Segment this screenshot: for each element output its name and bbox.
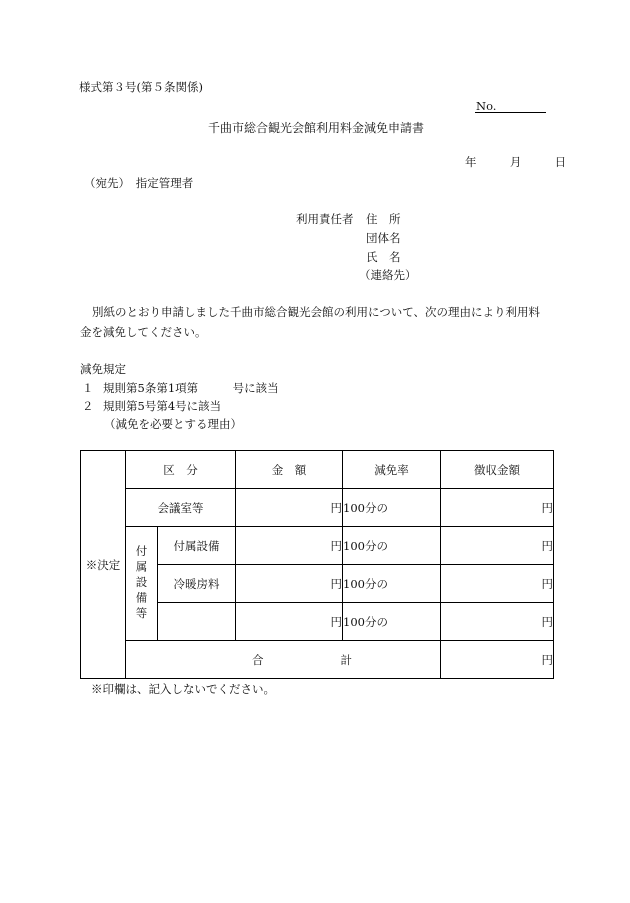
responsible-label: 利用責任者 <box>296 212 354 226</box>
total-label-cell <box>126 641 441 679</box>
no-label: No. <box>476 99 497 113</box>
rule-2-number: ２ <box>82 399 94 413</box>
header-collected: 徴収金額 <box>441 451 554 489</box>
amount-cell[interactable]: 円 <box>236 527 343 565</box>
fee-table <box>80 450 554 679</box>
row-label: 付属設備 <box>158 527 236 565</box>
footnote: ※印欄は、記入しないでください。 <box>91 682 275 696</box>
header-amount: 金 額 <box>236 451 343 489</box>
table-row <box>81 527 554 565</box>
rate-cell[interactable]: 100分の <box>343 603 441 641</box>
header-rate: 減免率 <box>343 451 441 489</box>
body-text-line1: 別紙のとおり申請しました千曲市総合観光会館の利用について、次の理由により利用料 <box>92 305 541 319</box>
contact-label: （連絡先） <box>359 268 417 282</box>
reason-label: （減免を必要とする理由） <box>104 417 242 431</box>
total-label-left: 合 <box>252 652 264 667</box>
total-label-right: 計 <box>340 652 352 667</box>
amount-cell[interactable]: 円 <box>236 489 343 527</box>
document-title: 千曲市総合観光会館利用料金減免申請書 <box>208 121 425 135</box>
day-label: 日 <box>554 155 567 169</box>
table-row <box>81 489 554 527</box>
date-line <box>465 154 566 170</box>
header-category: 区 分 <box>126 451 236 489</box>
rule-1-text: 規則第5条第1項第 号に該当 <box>103 381 279 395</box>
year-label: 年 <box>465 155 477 169</box>
table-header-row <box>81 451 554 489</box>
row-label-blank[interactable] <box>158 603 236 641</box>
rule-1-number: １ <box>82 381 94 395</box>
body-text-line2: 金を減免してください。 <box>80 325 207 339</box>
rate-cell[interactable]: 100分の <box>343 527 441 565</box>
rule-2-text: 規則第5号第4号に該当 <box>103 399 222 413</box>
amount-cell[interactable]: 円 <box>236 565 343 603</box>
rate-cell[interactable]: 100分の <box>343 489 441 527</box>
collected-cell[interactable]: 円 <box>441 603 554 641</box>
addressee: （宛先） 指定管理者 <box>84 176 194 190</box>
no-field-line <box>475 98 546 113</box>
month-label: 月 <box>509 155 522 169</box>
row-label: 冷暖房料 <box>158 565 236 603</box>
attached-group-cell <box>126 527 158 641</box>
collected-cell[interactable]: 円 <box>441 527 554 565</box>
decision-cell: ※決定 <box>81 451 126 679</box>
total-row <box>81 641 554 679</box>
form-number: 様式第３号(第５条関係) <box>79 80 203 94</box>
row-label: 会議室等 <box>126 489 236 527</box>
collected-cell[interactable]: 円 <box>441 565 554 603</box>
attached-group-label: 付属設備等 <box>134 544 149 623</box>
amount-cell[interactable]: 円 <box>236 603 343 641</box>
address-label: 住 所 <box>366 212 401 226</box>
total-yen-cell[interactable]: 円 <box>441 641 554 679</box>
name-label: 氏 名 <box>366 250 401 264</box>
rules-heading: 減免規定 <box>80 362 126 376</box>
collected-cell[interactable]: 円 <box>441 489 554 527</box>
rate-cell[interactable]: 100分の <box>343 565 441 603</box>
organization-label: 団体名 <box>366 231 401 245</box>
